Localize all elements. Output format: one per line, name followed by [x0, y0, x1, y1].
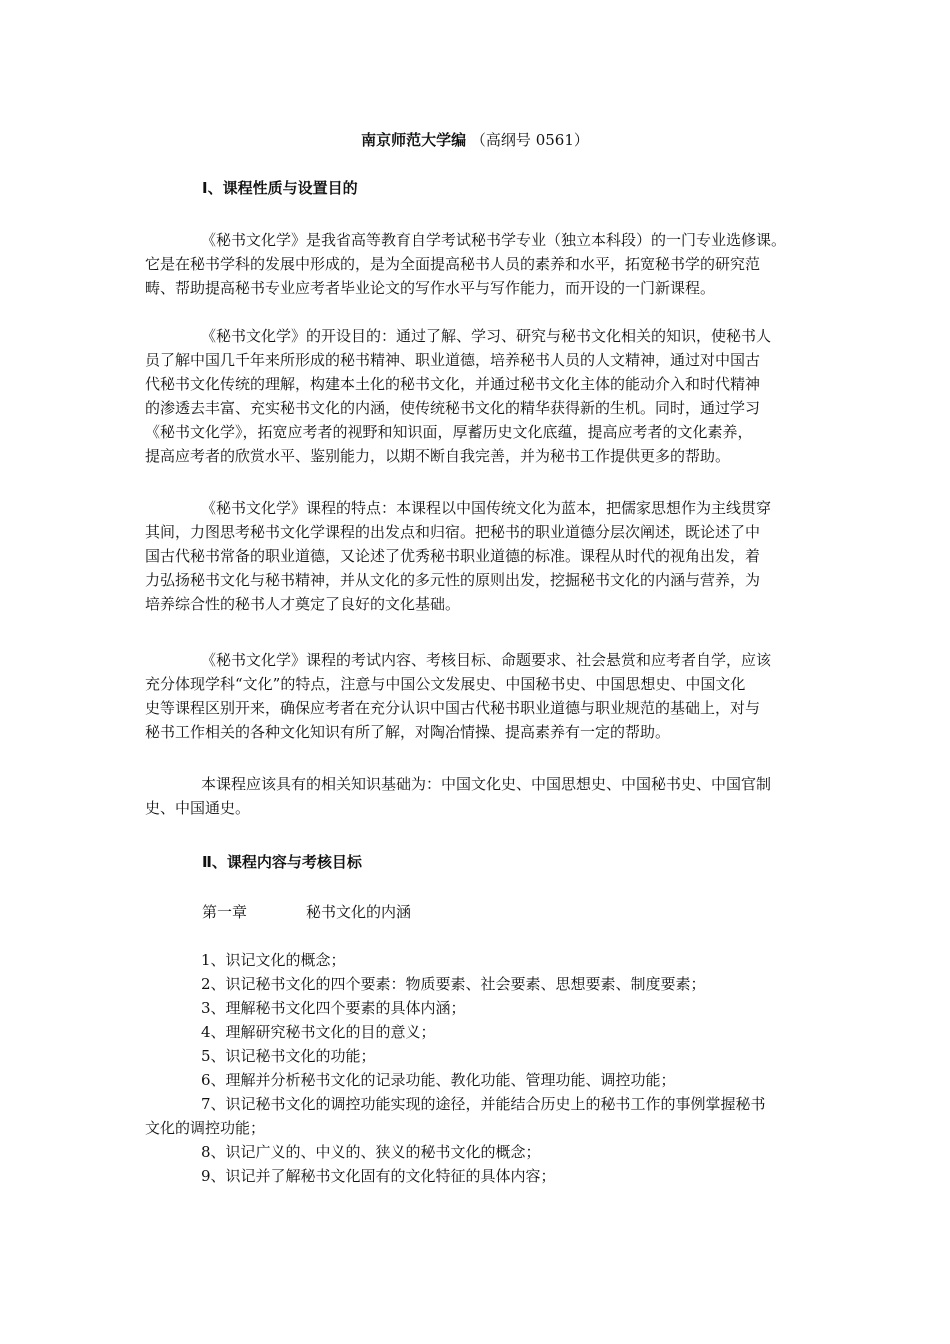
list-item: 8、识记广义的、中义的、狭义的秘书文化的概念；	[201, 1143, 541, 1161]
paragraph-line: 代秘书文化传统的理解，构建本土化的秘书文化，并通过秘书文化主体的能动介入和时代精神	[145, 375, 761, 393]
paragraph-4	[145, 648, 805, 744]
paragraph-line: 培养综合性的秘书人才奠定了良好的文化基础。	[145, 595, 461, 613]
chapter-heading	[202, 900, 411, 924]
paragraph-line: 《秘书文化学》的开设目的：通过了解、学习、研究与秘书文化相关的知识，使秘书人	[201, 327, 772, 345]
objective-list	[145, 948, 825, 1188]
list-item: 7、识记秘书文化的调控功能实现的途径，并能结合历史上的秘书工作的事例掌握秘书	[201, 1095, 766, 1113]
paragraph-line: 本课程应该具有的相关知识基础为：中国文化史、中国思想史、中国秘书史、中国官制	[201, 775, 772, 793]
section-heading-1: Ⅰ、课程性质与设置目的	[202, 179, 358, 197]
document-title	[0, 128, 950, 152]
paragraph-line: 国古代秘书常备的职业道德，又论述了优秀秘书职业道德的标准。课程从时代的视角出发，着	[145, 547, 761, 565]
list-item: 4、理解研究秘书文化的目的意义；	[201, 1023, 436, 1041]
list-item: 3、理解秘书文化四个要素的具体内涵；	[201, 999, 466, 1017]
paragraph-line: 员了解中国几千年来所形成的秘书精神、职业道德，培养秘书人员的人文精神，通过对中国古	[145, 351, 761, 369]
list-item: 1、识记文化的概念；	[201, 951, 346, 969]
section-heading-2: Ⅱ、课程内容与考核目标	[202, 853, 362, 871]
list-item: 2、识记秘书文化的四个要素：物质要素、社会要素、思想要素、制度要素；	[201, 975, 706, 993]
paragraph-line: 畴、帮助提高秘书专业应考者毕业论文的写作水平与写作能力，而开设的一门新课程。	[145, 279, 716, 297]
paragraph-3	[145, 496, 805, 616]
list-item: 5、识记秘书文化的功能；	[201, 1047, 376, 1065]
paragraph-line: 的渗透去丰富、充实秘书文化的内涵，使传统秘书文化的精华获得新的生机。同时，通过学习	[145, 399, 761, 417]
paragraph-line: 《秘书文化学》课程的考试内容、考核目标、命题要求、社会悬赏和应考者自学，应该	[201, 651, 772, 669]
paragraph-line: 《秘书文化学》，拓宽应考者的视野和知识面，厚蓄历史文化底蕴，提高应考者的文化素养，	[145, 423, 753, 441]
list-item: 9、识记并了解秘书文化固有的文化特征的具体内容；	[201, 1167, 556, 1185]
paragraph-line: 《秘书文化学》课程的特点：本课程以中国传统文化为蓝本，把儒家思想作为主线贯穿	[201, 499, 772, 517]
paragraph-line: 力弘扬秘书文化与秘书精神，并从文化的多元性的原则出发，挖掘秘书文化的内涵与营养，为	[145, 571, 761, 589]
paragraph-line: 史等课程区别开来，确保应考者在充分认识中国古代秘书职业道德与职业规范的基础上，对与	[145, 699, 761, 717]
paragraph-line: 充分体现学科“文化”的特点，注意与中国公文发展史、中国秘书史、中国思想史、中国文化	[145, 675, 746, 693]
title-publisher: 南京师范大学编	[361, 131, 467, 149]
paragraph-1	[145, 228, 805, 300]
list-item: 6、理解并分析秘书文化的记录功能、教化功能、管理功能、调控功能；	[201, 1071, 676, 1089]
chapter-number: 第一章	[202, 903, 248, 921]
paragraph-2	[145, 324, 805, 468]
paragraph-line: 其间，力图思考秘书文化学课程的出发点和归宿。把秘书的职业道德分层次阐述，既论述了中	[145, 523, 761, 541]
paragraph-line: 提高应考者的欣赏水平、鉴别能力，以期不断自我完善，并为秘书工作提供更多的帮助。	[145, 447, 731, 465]
chapter-title: 秘书文化的内涵	[306, 903, 412, 921]
paragraph-line: 史、中国通史。	[145, 799, 251, 817]
paragraph-line: 它是在秘书学科的发展中形成的，是为全面提高秘书人员的素养和水平，拓宽秘书学的研究范	[145, 255, 761, 273]
paragraph-line: 《秘书文化学》是我省高等教育自学考试秘书学专业（独立本科段）的一门专业选修课。	[201, 231, 787, 249]
paragraph-line: 秘书工作相关的各种文化知识有所了解，对陶冶情操、提高素养有一定的帮助。	[145, 723, 671, 741]
title-outline-number: （高纲号 0561）	[470, 131, 589, 149]
paragraph-5	[145, 772, 805, 820]
list-item-continuation: 文化的调控功能；	[145, 1119, 266, 1137]
